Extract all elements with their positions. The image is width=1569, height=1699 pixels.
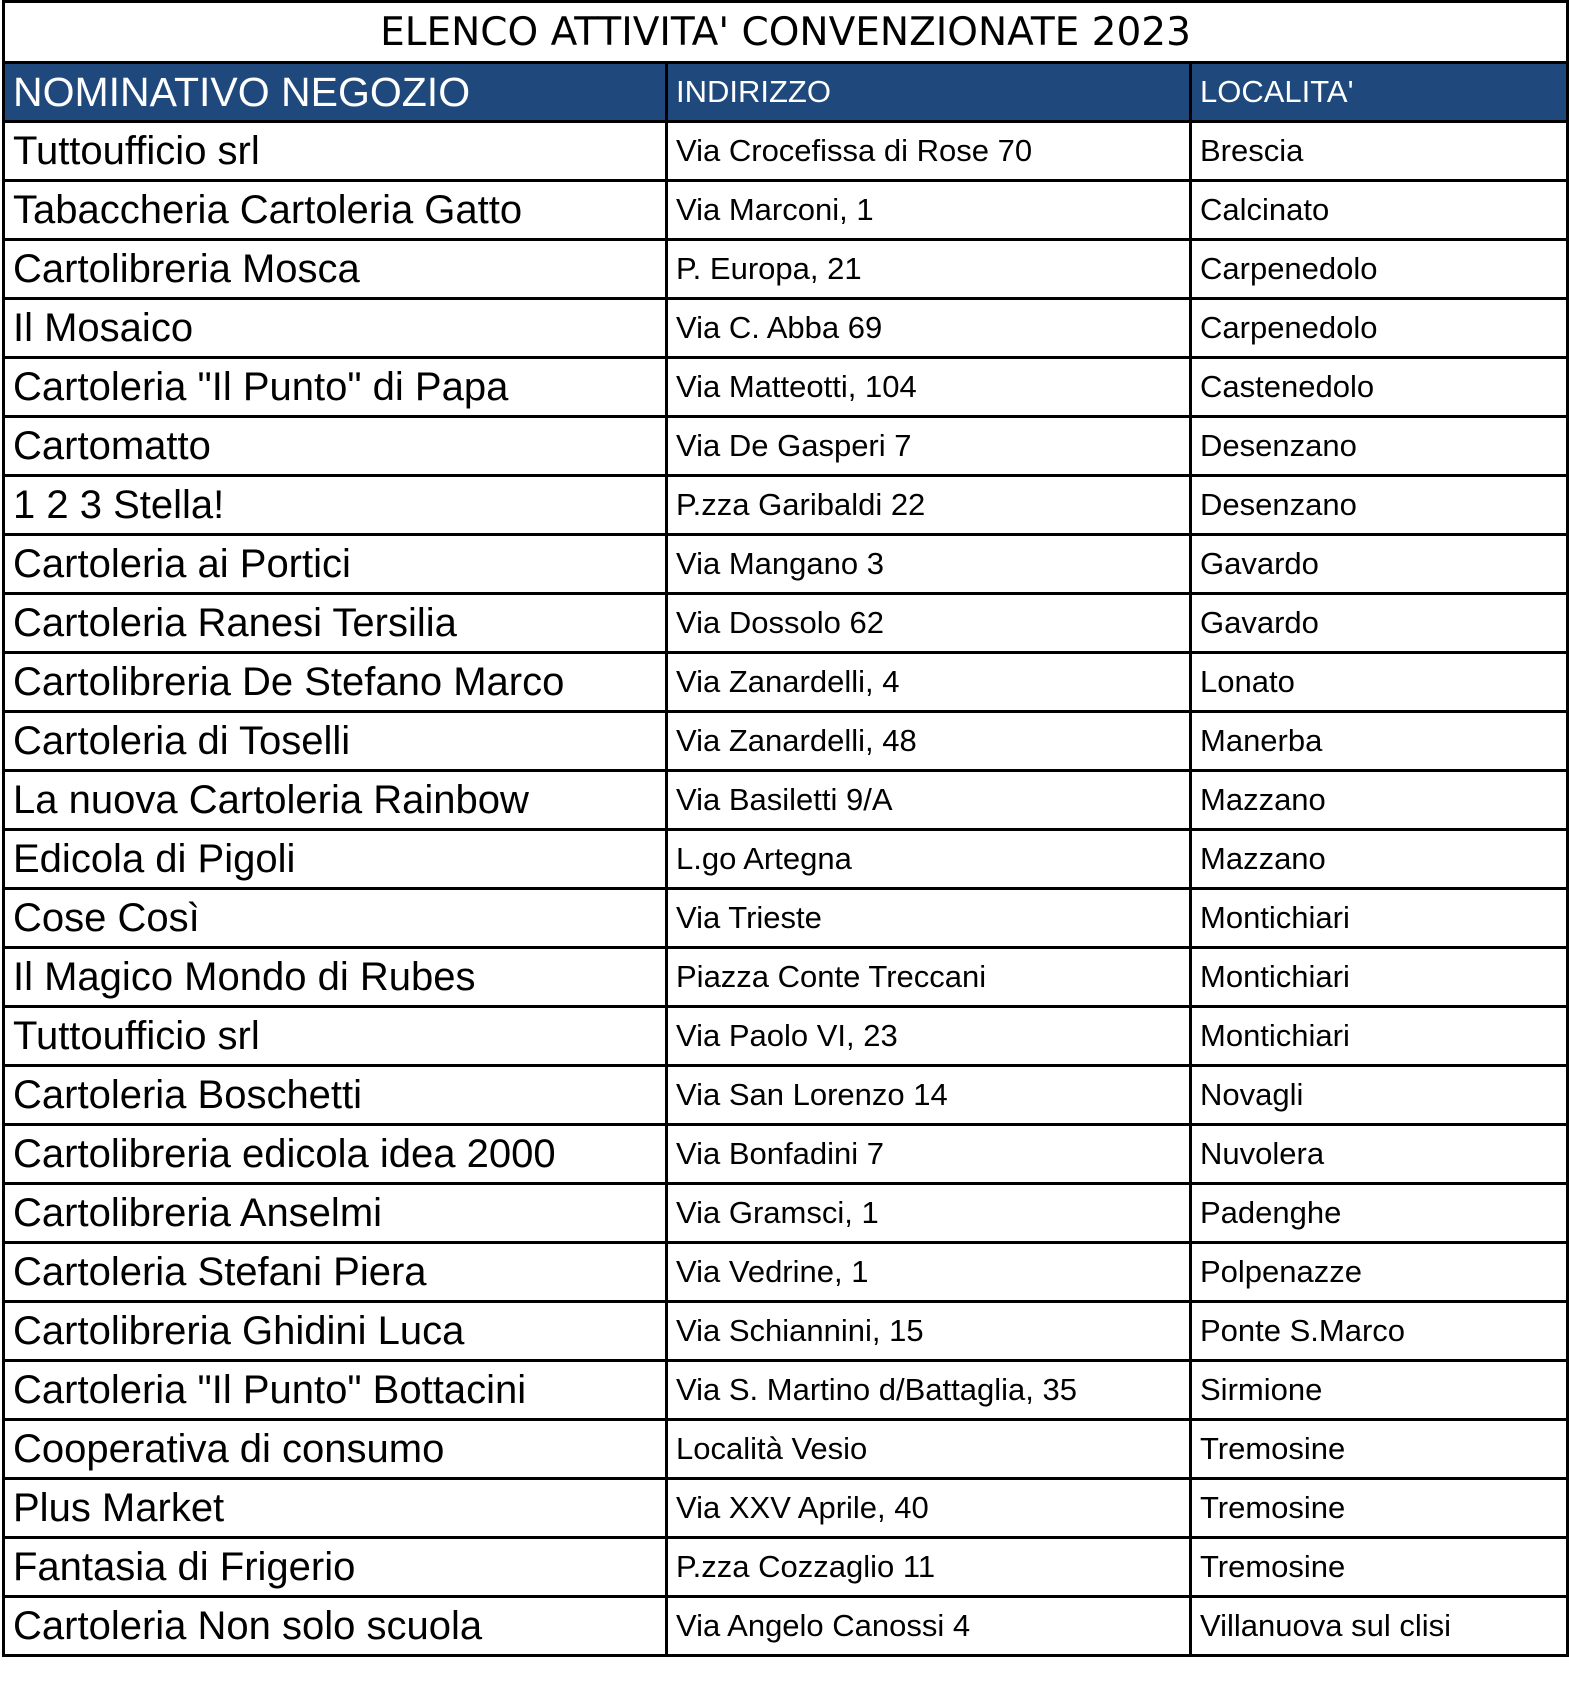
cell-shop-name: Cartolibreria De Stefano Marco bbox=[4, 653, 667, 712]
table-row bbox=[4, 712, 1568, 771]
table-row bbox=[4, 1302, 1568, 1361]
cell-locality: Gavardo bbox=[1191, 594, 1568, 653]
table-row bbox=[4, 1361, 1568, 1420]
cell-locality: Calcinato bbox=[1191, 181, 1568, 240]
cell-address: Via Angelo Canossi 4 bbox=[667, 1597, 1191, 1656]
cell-address: Via Schiannini, 15 bbox=[667, 1302, 1191, 1361]
cell-shop-name: Cose Così bbox=[4, 889, 667, 948]
cell-address: Via Mangano 3 bbox=[667, 535, 1191, 594]
cell-locality: Carpenedolo bbox=[1191, 299, 1568, 358]
cell-address: Via Vedrine, 1 bbox=[667, 1243, 1191, 1302]
cell-shop-name: Cartolibreria Anselmi bbox=[4, 1184, 667, 1243]
cell-address: Via Dossolo 62 bbox=[667, 594, 1191, 653]
table-row bbox=[4, 1538, 1568, 1597]
cell-locality: Polpenazze bbox=[1191, 1243, 1568, 1302]
table-title: ELENCO ATTIVITA' CONVENZIONATE 2023 bbox=[4, 2, 1568, 63]
table-row bbox=[4, 1066, 1568, 1125]
table-row bbox=[4, 830, 1568, 889]
table-row bbox=[4, 889, 1568, 948]
cell-address: Via Zanardelli, 48 bbox=[667, 712, 1191, 771]
cell-shop-name: Cooperativa di consumo bbox=[4, 1420, 667, 1479]
cell-locality: Tremosine bbox=[1191, 1420, 1568, 1479]
cell-shop-name: Cartolibreria Ghidini Luca bbox=[4, 1302, 667, 1361]
cell-locality: Brescia bbox=[1191, 122, 1568, 181]
cell-address: P. Europa, 21 bbox=[667, 240, 1191, 299]
cell-address: Via Trieste bbox=[667, 889, 1191, 948]
cell-address: Via S. Martino d/Battaglia, 35 bbox=[667, 1361, 1191, 1420]
cell-shop-name: Il Mosaico bbox=[4, 299, 667, 358]
cell-address: Via Matteotti, 104 bbox=[667, 358, 1191, 417]
table-row bbox=[4, 240, 1568, 299]
table-row bbox=[4, 771, 1568, 830]
cell-address: Via San Lorenzo 14 bbox=[667, 1066, 1191, 1125]
table-row bbox=[4, 535, 1568, 594]
table-row bbox=[4, 594, 1568, 653]
cell-shop-name: Edicola di Pigoli bbox=[4, 830, 667, 889]
cell-address: Piazza Conte Treccani bbox=[667, 948, 1191, 1007]
cell-locality: Desenzano bbox=[1191, 476, 1568, 535]
cell-locality: Mazzano bbox=[1191, 771, 1568, 830]
spreadsheet-sheet bbox=[2, 0, 1566, 1657]
cell-shop-name: Cartoleria Ranesi Tersilia bbox=[4, 594, 667, 653]
table-row bbox=[4, 1420, 1568, 1479]
cell-shop-name: Cartoleria "Il Punto" di Papa bbox=[4, 358, 667, 417]
cell-shop-name: La nuova Cartoleria Rainbow bbox=[4, 771, 667, 830]
cell-locality: Gavardo bbox=[1191, 535, 1568, 594]
cell-locality: Tremosine bbox=[1191, 1479, 1568, 1538]
cell-address: Via XXV Aprile, 40 bbox=[667, 1479, 1191, 1538]
table-row bbox=[4, 1125, 1568, 1184]
table-row bbox=[4, 948, 1568, 1007]
cell-address: Via Paolo VI, 23 bbox=[667, 1007, 1191, 1066]
cell-locality: Sirmione bbox=[1191, 1361, 1568, 1420]
table-row bbox=[4, 653, 1568, 712]
cell-address: Via Crocefissa di Rose 70 bbox=[667, 122, 1191, 181]
table-row bbox=[4, 1243, 1568, 1302]
column-header-indirizzo: INDIRIZZO bbox=[667, 63, 1191, 122]
cell-shop-name: Tabaccheria Cartoleria Gatto bbox=[4, 181, 667, 240]
table-row bbox=[4, 476, 1568, 535]
cell-address: Via Basiletti 9/A bbox=[667, 771, 1191, 830]
cell-locality: Lonato bbox=[1191, 653, 1568, 712]
cell-shop-name: Il Magico Mondo di Rubes bbox=[4, 948, 667, 1007]
cell-address: Via De Gasperi 7 bbox=[667, 417, 1191, 476]
cell-locality: Novagli bbox=[1191, 1066, 1568, 1125]
cell-locality: Padenghe bbox=[1191, 1184, 1568, 1243]
table-row bbox=[4, 358, 1568, 417]
cell-address: Località Vesio bbox=[667, 1420, 1191, 1479]
cell-shop-name: Cartoleria Non solo scuola bbox=[4, 1597, 667, 1656]
table-row bbox=[4, 1184, 1568, 1243]
table-row bbox=[4, 122, 1568, 181]
cell-shop-name: 1 2 3 Stella! bbox=[4, 476, 667, 535]
table-row bbox=[4, 181, 1568, 240]
column-header-localita: LOCALITA' bbox=[1191, 63, 1568, 122]
cell-shop-name: Fantasia di Frigerio bbox=[4, 1538, 667, 1597]
cell-locality: Ponte S.Marco bbox=[1191, 1302, 1568, 1361]
cell-shop-name: Cartoleria Boschetti bbox=[4, 1066, 667, 1125]
header-row bbox=[4, 63, 1568, 122]
table-row bbox=[4, 299, 1568, 358]
cell-shop-name: Plus Market bbox=[4, 1479, 667, 1538]
cell-locality: Nuvolera bbox=[1191, 1125, 1568, 1184]
cell-address: P.zza Garibaldi 22 bbox=[667, 476, 1191, 535]
cell-locality: Montichiari bbox=[1191, 889, 1568, 948]
table-row bbox=[4, 1479, 1568, 1538]
cell-shop-name: Cartoleria ai Portici bbox=[4, 535, 667, 594]
cell-shop-name: Cartoleria Stefani Piera bbox=[4, 1243, 667, 1302]
table-row bbox=[4, 1007, 1568, 1066]
cell-shop-name: Cartomatto bbox=[4, 417, 667, 476]
cell-locality: Mazzano bbox=[1191, 830, 1568, 889]
cell-locality: Desenzano bbox=[1191, 417, 1568, 476]
table-row bbox=[4, 1597, 1568, 1656]
cell-shop-name: Cartoleria "Il Punto" Bottacini bbox=[4, 1361, 667, 1420]
cell-address: Via C. Abba 69 bbox=[667, 299, 1191, 358]
cell-shop-name: Cartolibreria edicola idea 2000 bbox=[4, 1125, 667, 1184]
cell-address: Via Zanardelli, 4 bbox=[667, 653, 1191, 712]
shop-list-table bbox=[2, 0, 1569, 1657]
cell-address: Via Marconi, 1 bbox=[667, 181, 1191, 240]
column-header-nominativo: NOMINATIVO NEGOZIO bbox=[4, 63, 667, 122]
title-row bbox=[4, 2, 1568, 63]
cell-locality: Villanuova sul clisi bbox=[1191, 1597, 1568, 1656]
cell-address: P.zza Cozzaglio 11 bbox=[667, 1538, 1191, 1597]
table-row bbox=[4, 417, 1568, 476]
cell-locality: Montichiari bbox=[1191, 1007, 1568, 1066]
cell-locality: Carpenedolo bbox=[1191, 240, 1568, 299]
cell-address: Via Gramsci, 1 bbox=[667, 1184, 1191, 1243]
cell-address: Via Bonfadini 7 bbox=[667, 1125, 1191, 1184]
cell-shop-name: Tuttoufficio srl bbox=[4, 122, 667, 181]
cell-address: L.go Artegna bbox=[667, 830, 1191, 889]
cell-locality: Manerba bbox=[1191, 712, 1568, 771]
cell-shop-name: Tuttoufficio srl bbox=[4, 1007, 667, 1066]
cell-locality: Tremosine bbox=[1191, 1538, 1568, 1597]
cell-shop-name: Cartolibreria Mosca bbox=[4, 240, 667, 299]
cell-locality: Castenedolo bbox=[1191, 358, 1568, 417]
cell-locality: Montichiari bbox=[1191, 948, 1568, 1007]
cell-shop-name: Cartoleria di Toselli bbox=[4, 712, 667, 771]
